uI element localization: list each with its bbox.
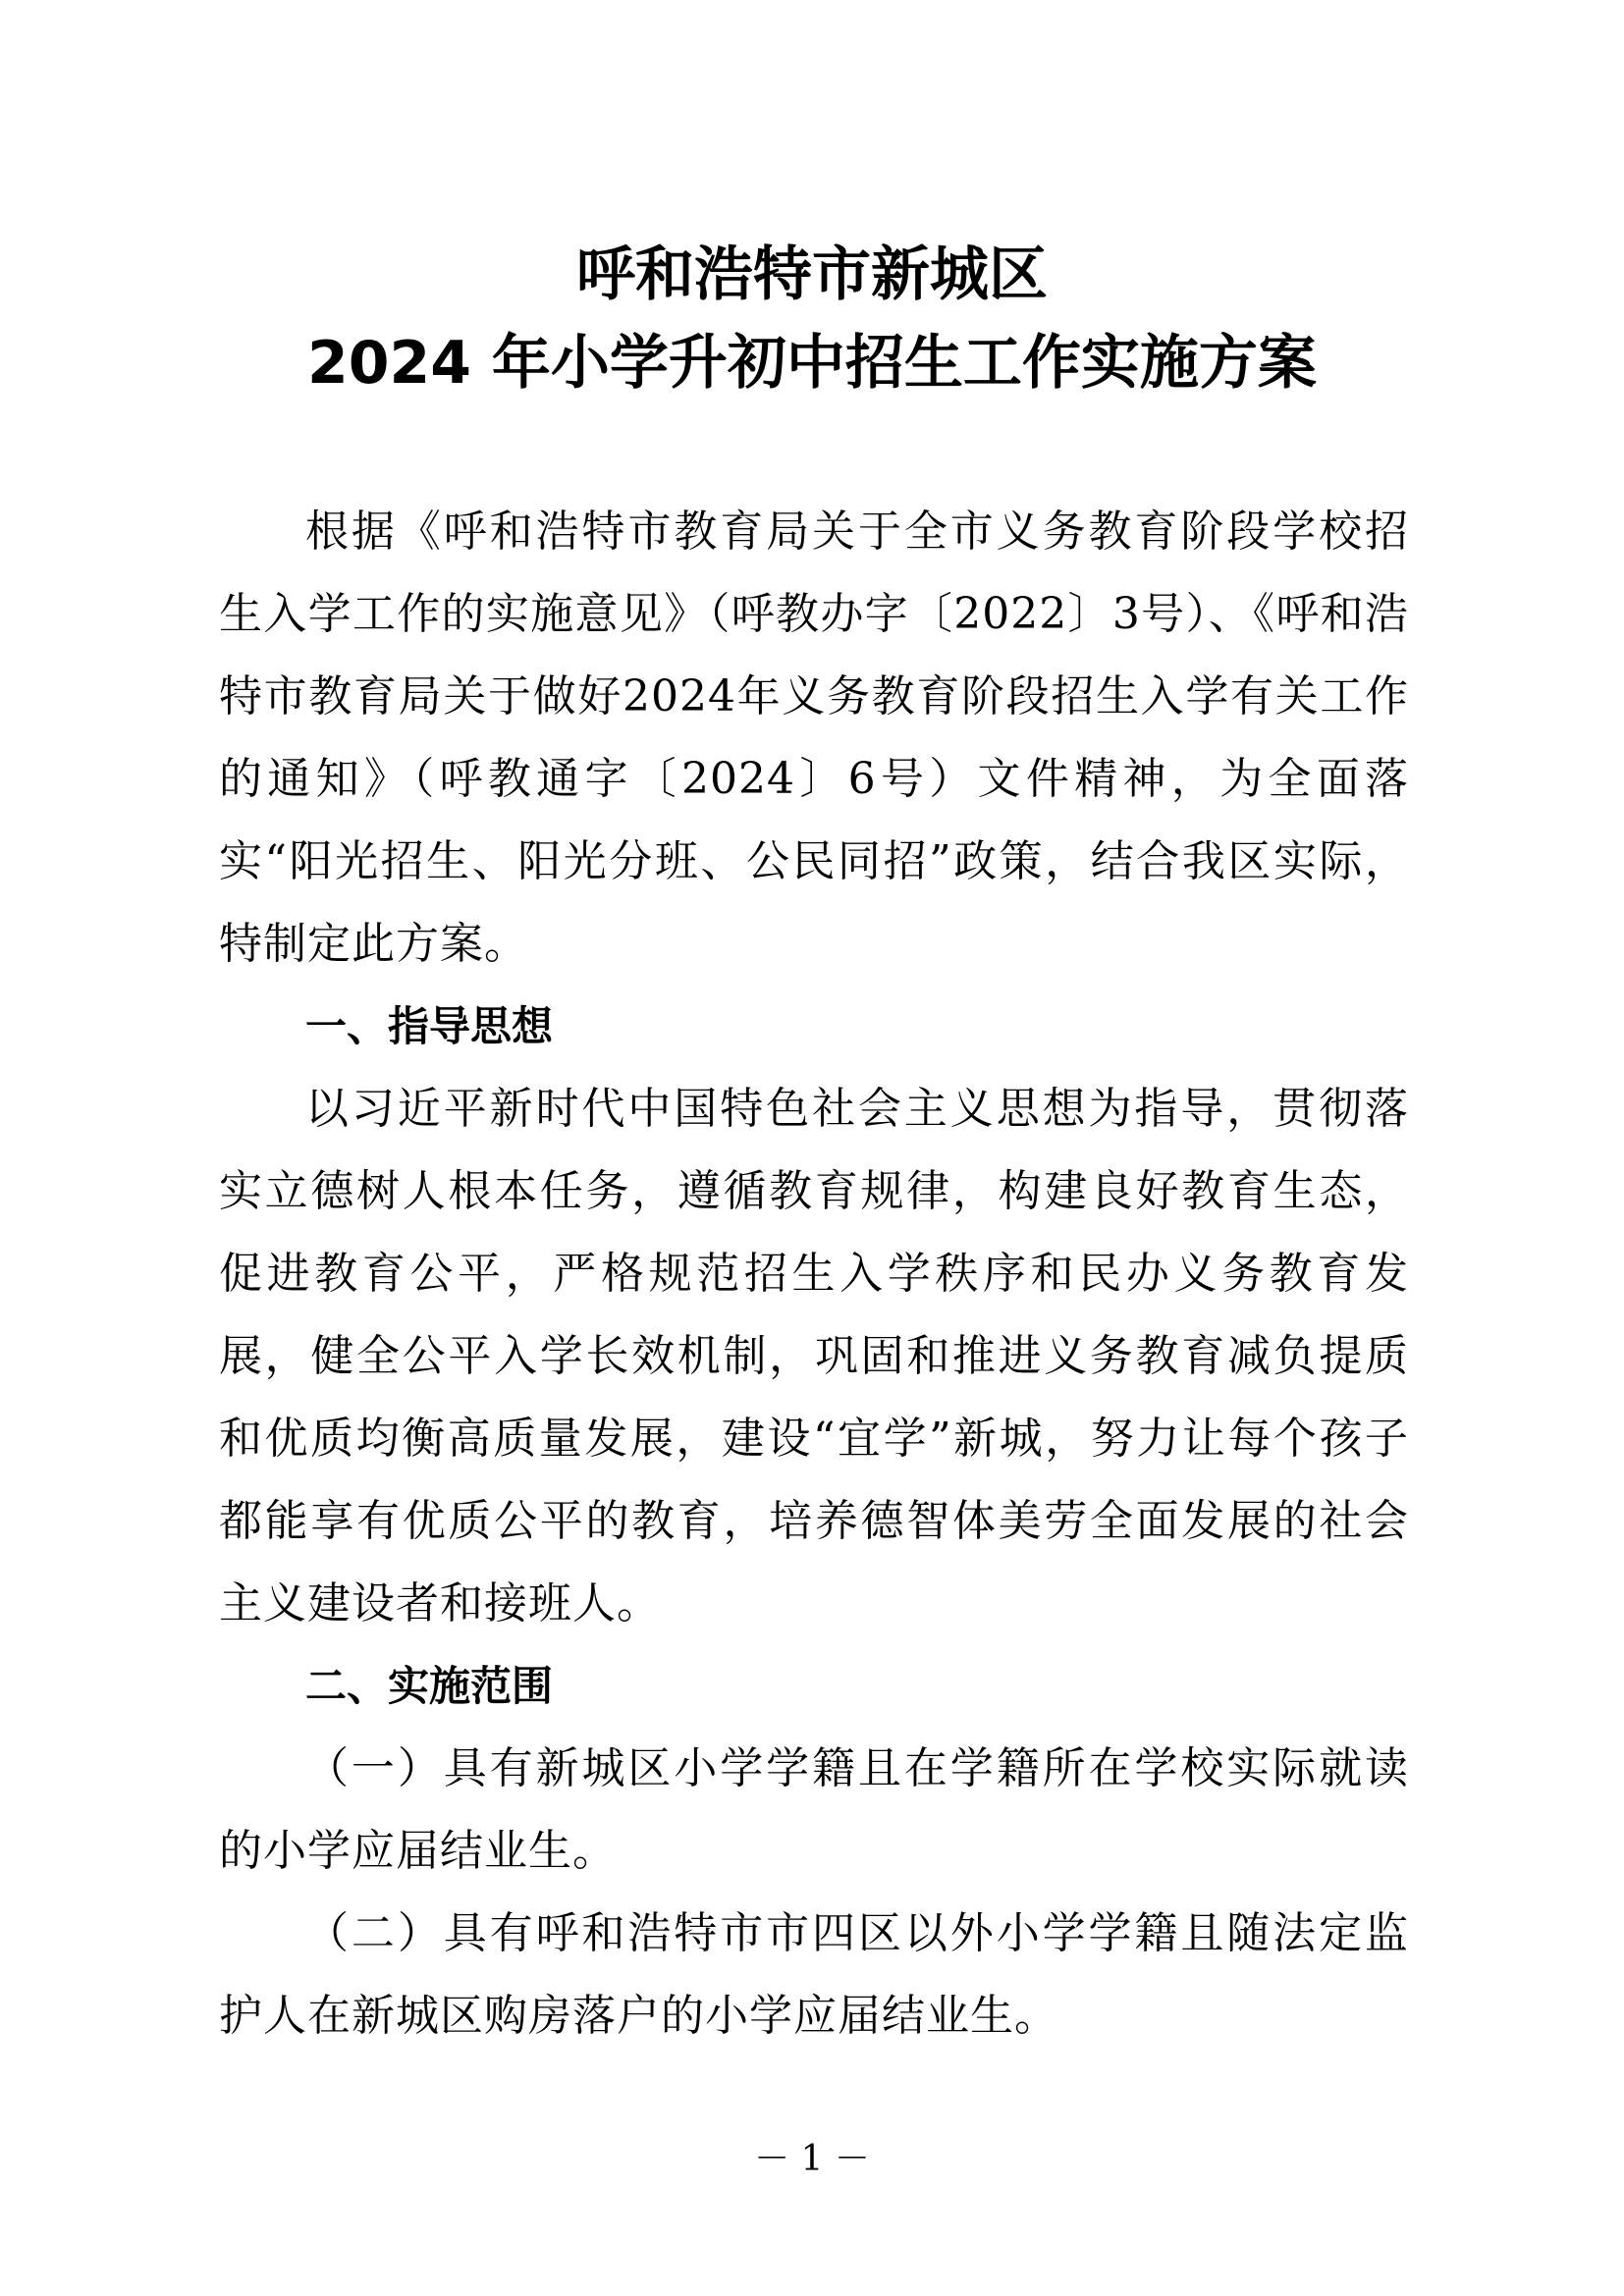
document-title-line2: 2024 年小学升初中招生工作实施方案 [307,329,1317,398]
intro-paragraph: 根据《呼和浩特市教育局关于全市义务教育阶段学校招生入学工作的实施意见》（呼教办字〔2022〕3号）、《呼和浩特市教育局关于做好2024年义务教育阶段招生入学有关工作的通知》（呼教通字〔2024〕6号）文件精神，为全面落实“阳光招生、阳光分班、公民同招”政策，结合我区实际，特制定此方案。 [219,507,1409,969]
scope-item-1: （一）具有新城区小学学籍且在学籍所在学校实际就读的小学应届结业生。 [219,1743,1409,1876]
page-number: － 1 － [754,2139,870,2179]
section-heading-guiding-ideology: 一、指导思想 [305,1002,554,1050]
document-body [219,491,1409,2057]
scope-item-2: （二）具有呼和浩特市市四区以外小学学籍且随法定监护人在新城区购房落户的小学应届结业生。 [219,1908,1409,2041]
section-heading-scope: 二、实施范围 [305,1662,554,1710]
document-title-line1: 呼和浩特市新城区 [576,240,1048,309]
guiding-ideology-paragraph: 以习近平新时代中国特色社会主义思想为指导，贯彻落实立德树人根本任务，遵循教育规律，构建良好教育生态，促进教育公平，严格规范招生入学秩序和民办义务教育发展，健全公平入学长效机制，巩固和推进义务教育减负提质和优质均衡高质量发展，建设“宜学”新城，努力让每个孩子都能享有优质公平的教育，培养德智体美劳全面发展的社会主义建设者和接班人。 [219,1084,1409,1629]
